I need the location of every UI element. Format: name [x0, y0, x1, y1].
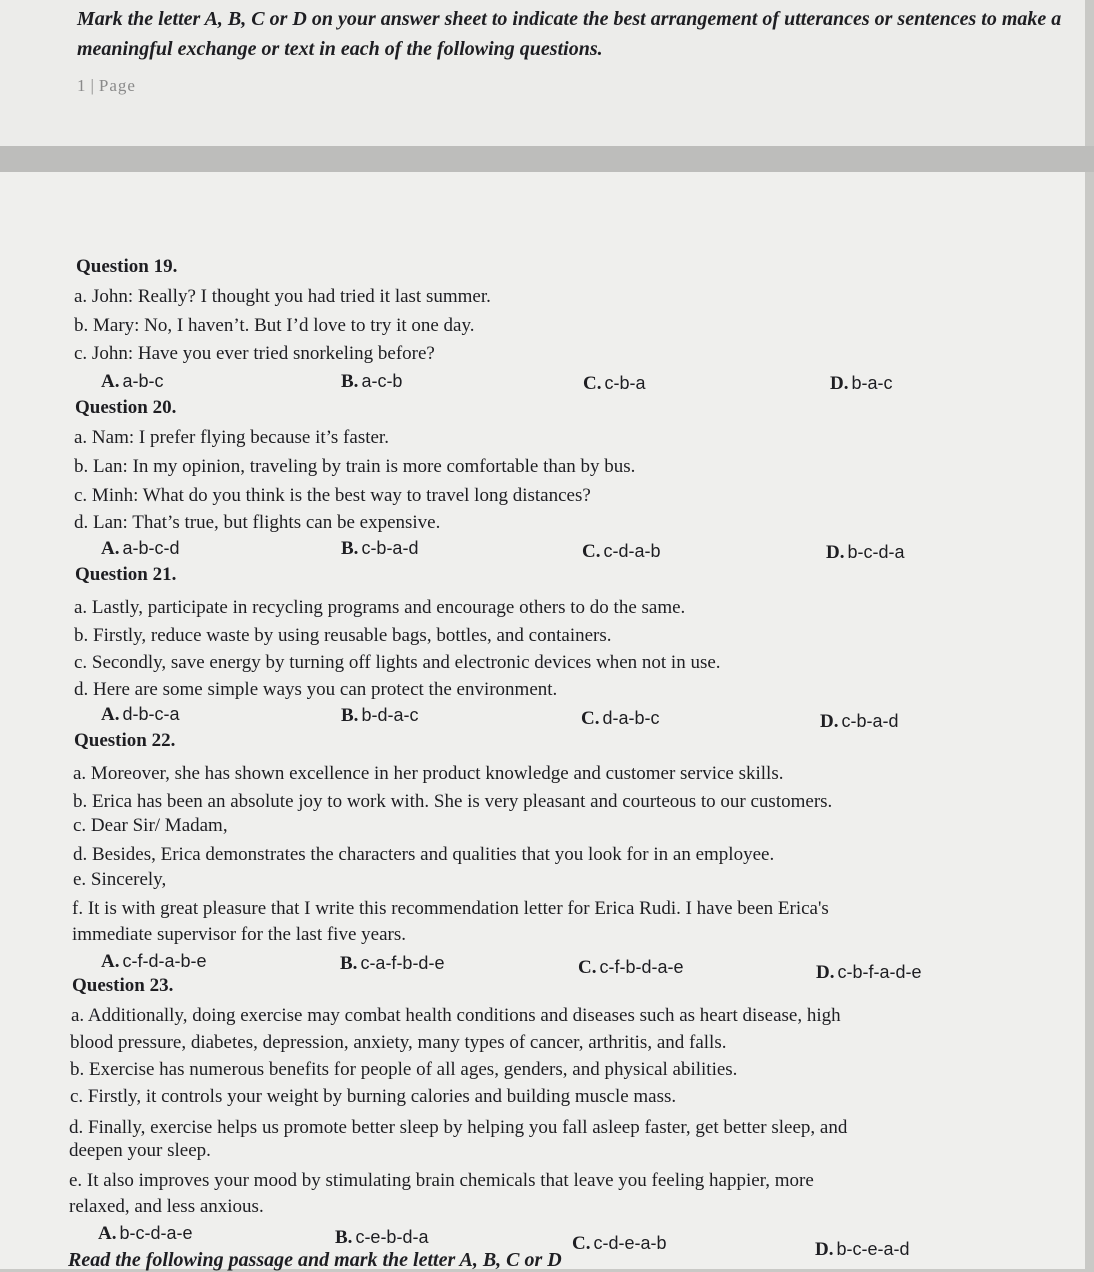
question-22-option-d — [816, 962, 922, 984]
option-letter: A. — [98, 1223, 117, 1244]
question-19-title: Question 19. — [76, 256, 178, 277]
question-22-line-f-continued: immediate supervisor for the last five years. — [72, 924, 406, 945]
question-22-line-c: c. Dear Sir/ Madam, — [73, 815, 228, 836]
question-20-line-a: a. Nam: I prefer flying because it’s faster. — [74, 427, 389, 448]
question-23-line-a: a. Additionally, doing exercise may combat health conditions and diseases such as heart disease, high — [71, 1005, 841, 1026]
option-letter: C. — [583, 373, 602, 394]
question-21-line-d: d. Here are some simple ways you can protect the environment. — [74, 679, 558, 700]
question-20-line-c: c. Minh: What do you think is the best way to travel long distances? — [74, 485, 591, 506]
question-21-line-b: b. Firstly, reduce waste by using reusable bags, bottles, and containers. — [74, 625, 612, 646]
option-letter: A. — [101, 371, 120, 392]
option-text: a-b-c — [122, 371, 164, 391]
option-text: b-c-d-a-e — [119, 1223, 193, 1243]
page-gap — [0, 146, 1094, 172]
option-text: c-b-a-d — [361, 538, 419, 558]
question-19-option-d — [830, 373, 893, 395]
option-letter: B. — [335, 1227, 353, 1248]
question-20-title: Question 20. — [75, 397, 177, 418]
question-23-line-b: b. Exercise has numerous benefits for people of all ages, genders, and physical abilities. — [70, 1059, 738, 1080]
page-number — [77, 76, 136, 96]
option-text: c-e-b-d-a — [355, 1227, 429, 1247]
question-23-line-d: d. Finally, exercise helps us promote better sleep by helping you fall asleep faster, get better sleep, and — [69, 1117, 848, 1138]
option-letter: B. — [341, 705, 359, 726]
option-letter: A. — [101, 538, 120, 559]
question-21-option-d — [820, 711, 899, 733]
question-21-option-a — [101, 704, 180, 726]
option-letter: C. — [578, 957, 597, 978]
question-23-option-c — [572, 1233, 667, 1255]
option-text: d-b-c-a — [122, 704, 180, 724]
question-23-line-a-continued: blood pressure, diabetes, depression, anxiety, many types of cancer, arthritis, and falls. — [70, 1032, 727, 1053]
option-text: b-c-e-a-d — [836, 1239, 910, 1259]
option-letter: A. — [101, 704, 120, 725]
page-number-value: 1 — [77, 76, 87, 95]
question-23-title: Question 23. — [72, 975, 174, 996]
page-number-separator: | — [90, 76, 95, 95]
option-text: a-c-b — [361, 371, 403, 391]
question-19-line-c: c. John: Have you ever tried snorkeling before? — [74, 343, 435, 364]
question-19-line-a: a. John: Really? I thought you had tried it last summer. — [74, 286, 491, 307]
option-letter: C. — [572, 1233, 591, 1254]
question-22-line-b: b. Erica has been an absolute joy to work with. She is very pleasant and courteous to our customers. — [73, 791, 833, 812]
question-22-line-a: a. Moreover, she has shown excellence in her product knowledge and customer service skills. — [73, 763, 784, 784]
option-letter: D. — [816, 962, 835, 983]
question-22-line-e: e. Sincerely, — [73, 869, 167, 890]
option-text: b-d-a-c — [361, 705, 419, 725]
option-text: c-b-a-d — [841, 711, 899, 731]
question-21-line-c: c. Secondly, save energy by turning off lights and electronic devices when not in use. — [74, 652, 721, 673]
question-22-option-b — [340, 953, 444, 975]
question-22-line-f: f. It is with great pleasure that I write this recommendation letter for Erica Rudi. I have been Erica's — [72, 898, 829, 919]
question-19-option-b — [341, 371, 402, 393]
page-number-word: Page — [98, 76, 136, 95]
option-letter: D. — [815, 1239, 834, 1260]
option-text: c-b-a — [604, 373, 646, 393]
option-letter: B. — [340, 953, 358, 974]
option-text: c-b-f-a-d-e — [837, 962, 922, 982]
question-23-line-e: e. It also improves your mood by stimulating brain chemicals that leave you feeling happier, more — [69, 1170, 814, 1191]
question-21-title: Question 21. — [75, 564, 177, 585]
question-21-option-b — [341, 705, 418, 727]
question-20-option-a — [101, 538, 180, 560]
question-20-option-d — [826, 542, 905, 564]
option-text: c-f-d-a-b-e — [122, 951, 207, 971]
question-22-line-d: d. Besides, Erica demonstrates the characters and qualities that you look for in an employee. — [73, 844, 775, 865]
option-letter: C. — [581, 708, 600, 729]
instruction-text: Mark the letter A, B, C or D on your answer sheet to indicate the best arrangement of utterances or sentences to make a meaningful exchange or text in each of the following questions. — [77, 8, 1062, 60]
option-letter: B. — [341, 371, 359, 392]
option-text: a-b-c-d — [122, 538, 180, 558]
question-22-option-c — [578, 957, 684, 979]
option-text: c-a-f-b-d-e — [360, 953, 445, 973]
question-23-line-c: c. Firstly, it controls your weight by burning calories and building muscle mass. — [70, 1086, 677, 1107]
question-20-option-b — [341, 538, 418, 560]
question-20-line-d: d. Lan: That’s true, but flights can be expensive. — [74, 512, 441, 533]
option-text: d-a-b-c — [602, 708, 660, 728]
option-letter: B. — [341, 538, 359, 559]
option-letter: D. — [830, 373, 849, 394]
question-23-line-e-continued: relaxed, and less anxious. — [69, 1196, 264, 1217]
question-19-option-c — [583, 373, 646, 395]
option-letter: C. — [582, 541, 601, 562]
question-20-option-c — [582, 541, 661, 563]
question-22-title: Question 22. — [74, 730, 176, 751]
option-letter: A. — [101, 951, 120, 972]
question-22-option-a — [101, 951, 207, 973]
question-21-line-a: a. Lastly, participate in recycling programs and encourage others to do the same. — [74, 597, 686, 618]
question-23-option-a — [98, 1223, 193, 1245]
option-text: c-d-a-b — [603, 541, 661, 561]
question-19-option-a — [101, 371, 164, 393]
option-letter: D. — [820, 711, 839, 732]
question-23-line-d-continued: deepen your sleep. — [69, 1140, 211, 1161]
question-23-option-b — [335, 1227, 428, 1249]
question-21-option-c — [581, 708, 660, 730]
option-text: c-f-b-d-a-e — [599, 957, 684, 977]
next-section-instruction: Read the following passage and mark the letter A, B, C or D — [68, 1249, 562, 1271]
option-letter: D. — [826, 542, 845, 563]
option-text: b-c-d-a — [847, 542, 905, 562]
question-23-option-d — [815, 1239, 910, 1261]
question-20-line-b: b. Lan: In my opinion, traveling by train is more comfortable than by bus. — [74, 456, 636, 477]
question-19-line-b: b. Mary: No, I haven’t. But I’d love to try it one day. — [74, 315, 475, 336]
option-text: b-a-c — [851, 373, 893, 393]
option-text: c-d-e-a-b — [593, 1233, 667, 1253]
